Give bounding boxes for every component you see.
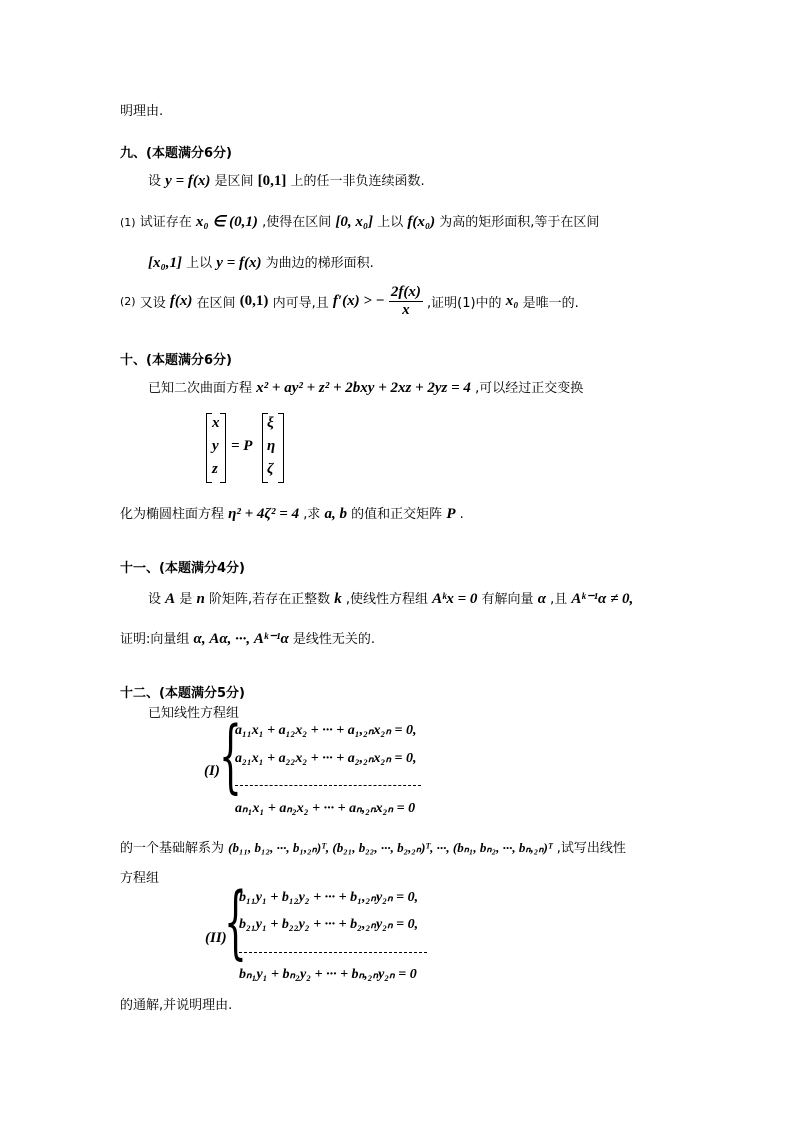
q9-formula: y = f(x)	[216, 255, 262, 271]
q9-heading: 九、(本题满分6分)	[120, 146, 232, 161]
q9-formula: x₀	[505, 293, 519, 309]
q9-formula: f(x)	[169, 293, 193, 309]
q9-part2-label: (2)	[120, 295, 136, 308]
system-1-eq2: a₂₁x₁ + a₂₂x₂ + ··· + a₂,₂ₙx₂ₙ = 0,	[235, 751, 417, 766]
q10-line1	[148, 377, 583, 397]
q11-heading: 十一、(本题满分4分)	[120, 561, 245, 576]
q9-formula: f(x₀)	[407, 214, 436, 230]
vec-left-x: x	[212, 415, 220, 431]
q9-text: 上以	[186, 256, 213, 271]
q10-matrix-P: P	[446, 506, 456, 522]
q10-text: ,可以经过正交变换	[475, 381, 584, 396]
q11-line2	[120, 628, 375, 648]
q9-part2	[120, 284, 579, 319]
q9-formula: y = f(x)	[165, 173, 211, 189]
q9-text: 上的任一非负连续函数.	[290, 174, 425, 189]
q11-vector-set: α, Aα, ···, Aᵏ⁻¹α	[193, 631, 289, 647]
q10-equation: x² + ay² + z² + 2bxy + 2xz + 2yz = 4	[256, 380, 471, 396]
q10-text: 化为椭圆柱面方程	[120, 507, 225, 522]
q9-text: 是唯一的.	[522, 296, 579, 311]
q11-text: 是	[179, 592, 193, 607]
q9-line1	[148, 170, 425, 190]
q11-text: 证明:向量组	[120, 632, 190, 647]
intro-tail: 明理由.	[120, 104, 164, 119]
system-1-dots	[235, 785, 421, 786]
q11-text: 阶矩阵,若存在正整数	[208, 592, 331, 607]
q9-text: 又设	[139, 296, 166, 311]
q9-text: ,证明(1)中的	[426, 296, 502, 311]
q9-interval: [0,1]	[257, 173, 287, 189]
system-2-eq2: b₂₁y₁ + b₂₂y₂ + ··· + b₂,₂ₙy₂ₙ = 0,	[239, 917, 419, 932]
q9-interval: [0, x₀]	[335, 214, 374, 230]
q11-k: k	[334, 591, 342, 607]
q12-basis-line	[120, 837, 626, 856]
q10-text: ,求	[303, 507, 321, 522]
right-bracket	[220, 413, 226, 483]
q9-text: 内可导,且	[272, 296, 329, 311]
system-2-eq3: bₙ₁y₁ + bₙ₂y₂ + ··· + bₙ,₂ₙy₂ₙ = 0	[239, 967, 417, 982]
q9-formula: x₀ ∈ (0,1)	[195, 214, 258, 230]
right-bracket	[278, 413, 284, 483]
vec-right-xi: ξ	[267, 415, 274, 431]
vec-left-z: z	[212, 461, 218, 477]
left-brace: {	[219, 709, 242, 802]
q9-text: 在区间	[196, 296, 236, 311]
q9-text: 上以	[377, 215, 404, 230]
q11-text: ,使线性方程组	[345, 592, 429, 607]
q9-interval: [x₀,1]	[148, 255, 182, 271]
q12-text: 的一个基础解系为	[120, 841, 225, 856]
q12-basis: (b₁₁, b₁₂, ···, b₁,₂ₙ)ᵀ, (b₂₁, b₂₂, ···, b₂,₂ₙ)ᵀ, ···, (bₙ₁, bₙ₂, ···, bₙ,₂ₙ)ᵀ	[228, 840, 553, 855]
q9-text: 试证存在	[139, 215, 192, 230]
q11-text: 是线性无关的.	[292, 632, 376, 647]
q9-fraction-numerator: 2f(x)	[390, 284, 421, 300]
q11-text: 有解向量	[481, 592, 534, 607]
eq-mid: = P	[231, 438, 253, 454]
q10-vars: a, b	[324, 506, 348, 522]
q11-n: n	[196, 591, 205, 607]
q11-line1	[148, 588, 633, 608]
q9-interval: (0,1)	[239, 293, 269, 309]
q11-text: ,且	[550, 592, 568, 607]
q10-heading: 十、(本题满分6分)	[120, 353, 232, 368]
q11-condition: Aᵏ⁻¹α ≠ 0,	[571, 591, 634, 607]
system-1-label: (I)	[204, 763, 220, 779]
vec-left-y: y	[212, 438, 219, 454]
q10-line2	[120, 503, 464, 523]
system-2-label: (II)	[205, 930, 227, 946]
q11-text: 设	[148, 592, 162, 607]
system-2-dots	[239, 952, 427, 953]
q12-last-line: 的通解,并说明理由.	[120, 998, 233, 1013]
left-brace: {	[224, 875, 247, 968]
system-2-eq1: b₁₁y₁ + b₁₂y₂ + ··· + b₁,₂ₙy₂ₙ = 0,	[239, 890, 419, 905]
q9-text: 为曲边的梯形面积.	[265, 256, 374, 271]
q10-text: 的值和正交矩阵	[351, 507, 443, 522]
vec-right-zeta: ζ	[267, 461, 274, 477]
vec-right-eta: η	[267, 438, 276, 454]
system-1-eq3: aₙ₁x₁ + aₙ₂x₂ + ··· + aₙ,₂ₙx₂ₙ = 0	[235, 801, 416, 816]
q11-alpha: α	[537, 591, 546, 607]
q10-text: .	[459, 507, 464, 522]
q9-inequality: f′(x) > −	[332, 293, 385, 309]
q9-fraction	[389, 284, 423, 319]
q9-text: 是区间	[214, 174, 254, 189]
q10-text: 已知二次曲面方程	[148, 381, 253, 396]
q9-part1	[120, 211, 599, 231]
q10-equation: η² + 4ζ² = 4	[228, 506, 300, 522]
q12-text: ,试写出线性	[556, 841, 626, 856]
q9-part1-label: (1)	[120, 216, 136, 229]
q11-equation: Aᵏx = 0	[432, 591, 478, 607]
q9-part1-cont	[148, 252, 374, 272]
q9-text: 设	[148, 174, 162, 189]
q11-matrix-A: A	[165, 591, 176, 607]
q9-fraction-denominator: x	[402, 302, 410, 318]
system-1-eq1: a₁₁x₁ + a₁₂x₂ + ··· + a₁,₂ₙx₂ₙ = 0,	[235, 723, 417, 738]
q12-line3: 方程组	[120, 871, 160, 886]
q9-text: ,使得在区间	[262, 215, 332, 230]
q12-line1: 已知线性方程组	[148, 706, 240, 721]
q9-text: 为高的矩形面积,等于在区间	[439, 215, 600, 230]
q12-heading: 十二、(本题满分5分)	[120, 686, 245, 701]
